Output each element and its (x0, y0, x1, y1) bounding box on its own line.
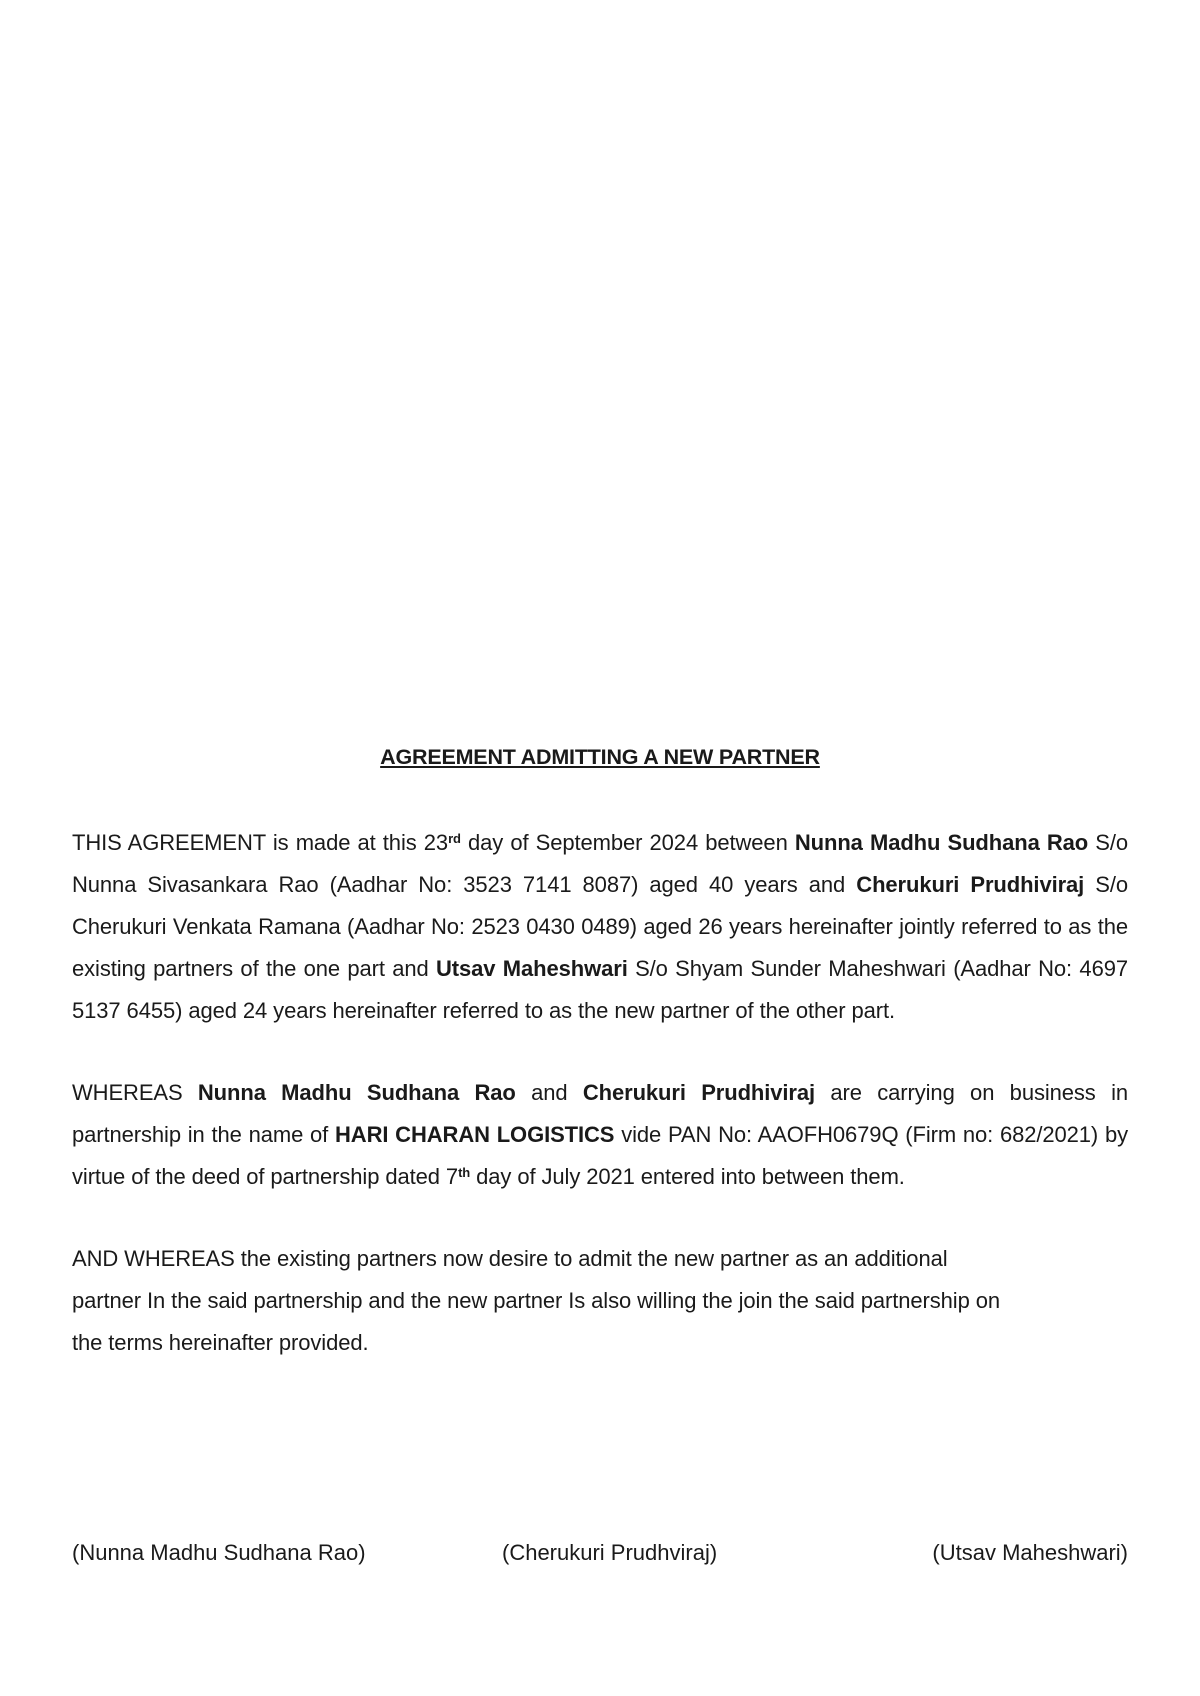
and-whereas-paragraph (72, 1238, 1128, 1364)
signature-utsav: (Utsav Maheshwari) (932, 1540, 1128, 1565)
signature-nunna: (Nunna Madhu Sudhana Rao) (72, 1540, 366, 1565)
para2-text-2: and (515, 1080, 583, 1105)
para3-line-3: the terms hereinafter provided. (72, 1330, 369, 1355)
para2-text-1: WHEREAS (72, 1080, 198, 1105)
para2-party-name-2: Cherukuri Prudhiviraj (582, 1080, 816, 1105)
signature-cherukuri: (Cherukuri Prudhviraj) (502, 1540, 718, 1565)
para2-text-4: vide PAN No: AAOFH0679Q (Firm no: 682/2021) by virtue of the deed of partnership dated 7 (72, 1122, 1128, 1189)
document-body (72, 742, 1128, 1364)
para1-text-5: S/o Shyam Sunder Maheshwari (Aadhar No: 4697 5137 6455) aged 24 years hereinafter referred to as the new partner of the other part. (72, 956, 1128, 1023)
para2-superscript: th (458, 1165, 471, 1180)
party-name-1: Nunna Madhu Sudhana Rao (794, 830, 1089, 855)
para3-line-2: partner In the said partnership and the new partner Is also willing the join the said partnership on (72, 1288, 1001, 1313)
document-title: AGREEMENT ADMITTING A NEW PARTNER (380, 745, 820, 769)
para1-text-4: S/o Cherukuri Venkata Ramana (Aadhar No: 2523 0430 0489) aged 26 years hereinafter jointly referred to as the existing partners of the one part and (72, 872, 1129, 981)
party-name-2: Cherukuri Prudhiviraj (856, 872, 1085, 897)
para2-party-name-1: Nunna Madhu Sudhana Rao (197, 1080, 516, 1105)
para2-text-5: day of July 2021 entered into between them. (470, 1164, 905, 1189)
para1-text-2: day of September 2024 between (460, 830, 795, 855)
agreement-paragraph (72, 822, 1128, 1032)
para3-line-1: AND WHEREAS the existing partners now desire to admit the new partner as an additional (72, 1246, 948, 1271)
party-name-3: Utsav Maheshwari (436, 956, 628, 981)
para1-superscript: rd (448, 831, 461, 846)
para1-text-1: THIS AGREEMENT is made at this 23 (72, 830, 449, 855)
whereas-paragraph (72, 1072, 1128, 1198)
para2-text-3: are carrying on business in partnership in the name of (72, 1080, 1128, 1147)
firm-name: HARI CHARAN LOGISTICS (335, 1122, 615, 1147)
para1-text-3: S/o Nunna Sivasankara Rao (Aadhar No: 3523 7141 8087) aged 40 years and (72, 830, 1129, 897)
